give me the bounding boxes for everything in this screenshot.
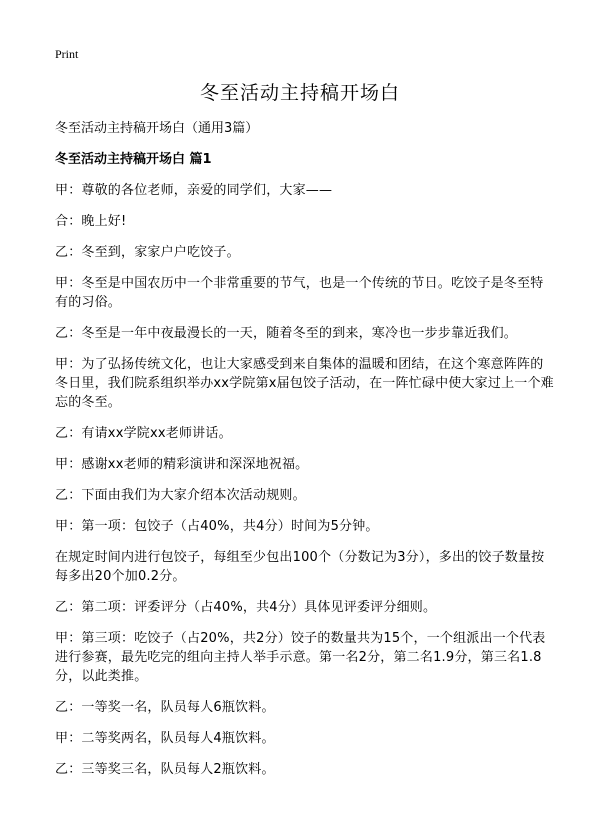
paragraph: 乙：三等奖三名，队员每人2瓶饮料。 <box>55 762 275 777</box>
paragraph: 甲：感谢xx老师的精彩演讲和深深地祝福。 <box>55 457 309 472</box>
paragraph: 在规定时间内进行包饺子，每组至少包出100个（分数记为3分），多出的饺子数量按每多出20个加0.2分。 <box>55 550 545 584</box>
paragraph: 甲：第一项：包饺子（占40%，共4分）时间为5分钟。 <box>55 519 379 534</box>
document-subtitle: 冬至活动主持稿开场白（通用3篇） <box>55 121 259 136</box>
paragraph: 乙：第二项：评委评分（占40%，共4分）具体见评委评分细则。 <box>55 600 437 615</box>
section-heading: 冬至活动主持稿开场白 篇1 <box>55 152 212 167</box>
paragraph: 乙：下面由我们为大家介绍本次活动规则。 <box>55 488 306 503</box>
paragraph: 甲：二等奖两名，队员每人4瓶饮料。 <box>55 731 275 746</box>
paragraph: 乙：有请xx学院xx老师讲话。 <box>55 426 232 441</box>
paragraph: 甲：冬至是中国农历中一个非常重要的节气，也是一个传统的节日。吃饺子是冬至特有的习俗。 <box>55 276 544 310</box>
paragraph: 甲：第三项：吃饺子（占20%，共2分）饺子的数量共为15个，一个组派出一个代表进行参赛，最先吃完的组向主持人举手示意。第一名2分，第二名1.9分，第三名1.8分，以此类推。 <box>55 631 546 684</box>
paragraph: 合：晚上好! <box>55 214 127 229</box>
document-body <box>55 120 555 791</box>
paragraph: 乙：冬至是一年中夜最漫长的一天，随着冬至的到来，寒冷也一步步靠近我们。 <box>55 326 518 341</box>
paragraph: 乙：冬至到，家家户户吃饺子。 <box>55 245 240 260</box>
print-label: Print <box>55 47 79 61</box>
paragraph: 甲：为了弘扬传统文化，也让大家感受到来自集体的温暖和团结，在这个寒意阵阵的冬日里，我们院系组织举办xx学院第x届包饺子活动，在一阵忙碌中使大家过上一个难忘的冬至。 <box>55 357 554 410</box>
paragraph: 甲：尊敬的各位老师，亲爱的同学们，大家—— <box>55 183 333 198</box>
page-title: 冬至活动主持稿开场白 <box>199 82 400 104</box>
paragraph: 乙：一等奖一名，队员每人6瓶饮料。 <box>55 700 275 715</box>
